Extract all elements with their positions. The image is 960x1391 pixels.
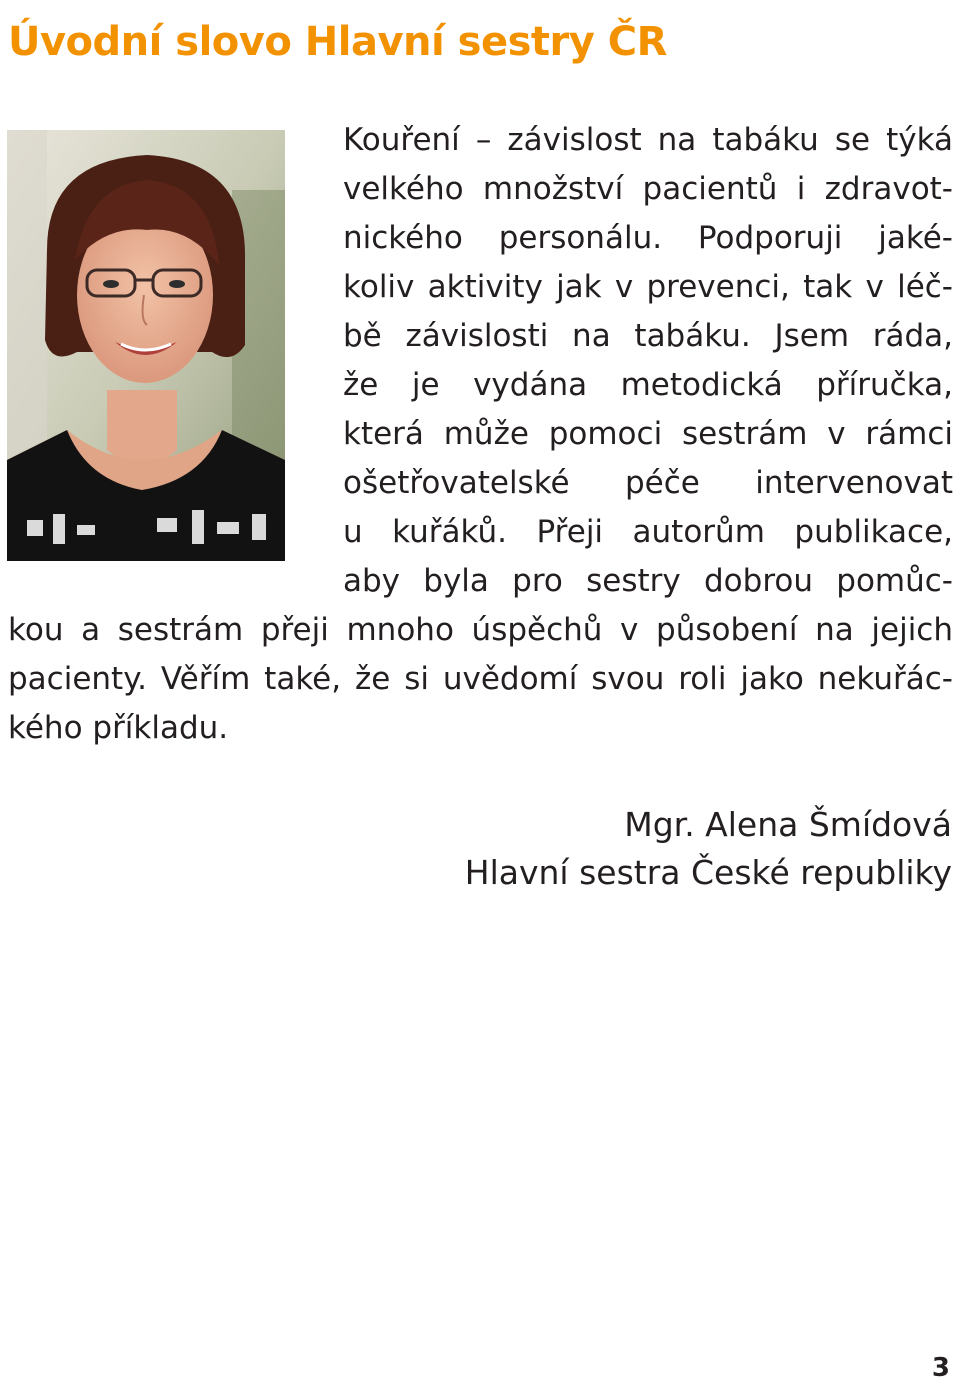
body-line-4: koliv aktivity jak v prevenci, tak v léč- (343, 269, 953, 305)
body-line-7: která může pomoci sestrám v rámci (343, 416, 953, 452)
body-line-13: kého příkladu. (8, 710, 229, 746)
page-title: Úvodní slovo Hlavní sestry ČR (8, 19, 667, 65)
body-line-11: kou a sestrám přeji mnoho úspěchů v působení na jejich (8, 612, 953, 648)
body-line-12: pacienty. Věřím také, že si uvědomí svou roli jako nekuřác- (8, 661, 953, 697)
body-line-1: Kouření – závislost na tabáku se týká (343, 122, 953, 158)
portrait-photo (7, 130, 285, 561)
body-line-3: nického personálu. Podporuji jaké- (343, 220, 953, 256)
portrait-photo-icon (7, 130, 285, 561)
page-number: 3 (931, 1353, 950, 1383)
body-line-2: velkého množství pacientů i zdravot- (343, 171, 953, 207)
body-line-9: u kuřáků. Přeji autorům publikace, (343, 514, 953, 550)
body-line-10: aby byla pro sestry dobrou pomůc- (343, 563, 953, 599)
signature-role: Hlavní sestra České republiky (464, 853, 952, 892)
body-line-8: ošetřovatelské péče intervenovat (343, 465, 953, 501)
signature-name: Mgr. Alena Šmídová (624, 805, 952, 844)
body-line-5: bě závislosti na tabáku. Jsem ráda, (343, 318, 953, 354)
body-line-6: že je vydána metodická příručka, (343, 367, 953, 403)
